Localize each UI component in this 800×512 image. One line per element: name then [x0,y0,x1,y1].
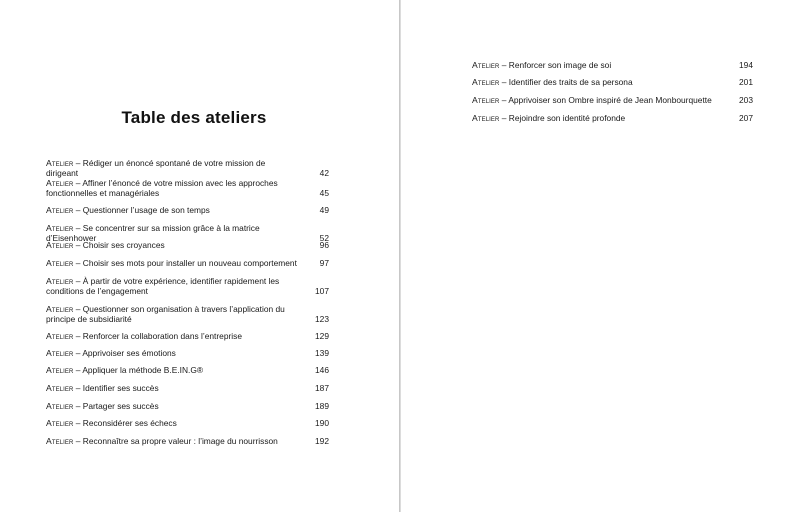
entry-label: Atelier [46,240,74,250]
toc-entry: Atelier – Questionner l’usage de son temps 49 [46,205,329,215]
entry-label: Atelier [46,401,74,411]
entry-label: Atelier [46,304,74,314]
entry-label: Atelier [46,258,74,268]
entry-page: 187 [315,383,329,393]
entry-title: Partager ses succès [82,401,159,411]
entry-title: Choisir ses mots pour installer un nouveau comportement [82,258,297,268]
entry-page: 97 [319,258,329,268]
entry-title: À partir de votre expérience, identifier rapidement les conditions de l’engagement [46,276,280,296]
entry-title: Apprivoiser ses émotions [82,348,176,358]
entry-label: Atelier [46,331,74,341]
toc-entry: Atelier – À partir de votre expérience, identifier rapidement les conditions de l’engagement 107 [46,276,329,296]
entry-page: 123 [315,313,329,324]
entry-label: Atelier [46,348,74,358]
entry-title: Identifier ses succès [82,383,159,393]
toc-entry: Atelier – Affiner l’énoncé de votre mission avec les approches fonctionnelles et managériales 45 [46,178,329,198]
entry-page: 96 [319,240,329,250]
entry-title: Apprivoiser son Ombre inspiré de Jean Monbourquette [508,95,712,105]
entry-page: 129 [315,331,329,341]
toc-entry: Atelier – Renforcer la collaboration dans l’entreprise 129 [46,331,329,341]
entry-title: Se concentrer sur sa mission grâce à la matrice d’Eisenhower [46,223,260,243]
toc-entry: Atelier – Reconnaître sa propre valeur : l’image du nourrisson 192 [46,436,329,446]
toc-entry: Atelier – Rédiger un énoncé spontané de votre mission de dirigeant 42 [46,158,329,178]
entry-label: Atelier [46,418,74,428]
toc-entry: Atelier – Choisir ses croyances 96 [46,240,329,250]
entry-page: 52 [319,232,329,243]
entry-label: Atelier [46,365,74,375]
entry-page: 194 [739,60,753,70]
entry-title: Choisir ses croyances [82,240,165,250]
toc-entry: Atelier – Renforcer son image de soi 194 [472,60,753,70]
entry-title: Identifier des traits de sa persona [508,77,633,87]
toc-entry: Atelier – Identifier des traits de sa persona 201 [472,77,753,87]
page-title: Table des ateliers [121,108,267,127]
entry-page: 139 [315,348,329,358]
entry-title: Questionner l’usage de son temps [82,205,210,215]
entry-label: Atelier [46,178,74,188]
entry-title: Questionner son organisation à travers l’application du principe de subsidiarité [46,304,285,324]
entry-title: Renforcer son image de soi [508,60,612,70]
entry-label: Atelier [46,158,74,168]
entry-page: 45 [319,187,329,198]
entry-page: 201 [739,77,753,87]
toc-entry: Atelier – Choisir ses mots pour installer un nouveau comportement 97 [46,258,329,268]
entry-page: 190 [315,418,329,428]
entry-title: Appliquer la méthode B.E.IN.G® [82,365,204,375]
entry-page: 192 [315,436,329,446]
toc-entry: Atelier – Appliquer la méthode B.E.IN.G® 146 [46,365,329,375]
entry-title: Renforcer la collaboration dans l’entreprise [82,331,242,341]
entry-page: 189 [315,401,329,411]
entry-label: Atelier [46,223,74,233]
toc-entry: Atelier – Se concentrer sur sa mission grâce à la matrice d’Eisenhower 52 [46,223,329,243]
toc-entry: Atelier – Questionner son organisation à travers l’application du principe de subsidiarité 123 [46,304,329,324]
toc-entry: Atelier – Partager ses succès 189 [46,401,329,411]
entry-label: Atelier [472,95,500,105]
entry-page: 203 [739,95,753,105]
toc-entry: Atelier – Identifier ses succès 187 [46,383,329,393]
entry-label: Atelier [472,77,500,87]
entry-page: 146 [315,365,329,375]
toc-entry: Atelier – Apprivoiser ses émotions 139 [46,348,329,358]
entry-title: Rejoindre son identité profonde [508,113,626,123]
entry-label: Atelier [46,383,74,393]
entry-label: Atelier [46,276,74,286]
toc-entry: Atelier – Reconsidérer ses échecs 190 [46,418,329,428]
entry-page: 107 [315,285,329,296]
entry-title: Affiner l’énoncé de votre mission avec les approches fonctionnelles et managériales [46,178,278,198]
entry-label: Atelier [46,436,74,446]
entry-title: Reconsidérer ses échecs [82,418,177,428]
toc-entry: Atelier – Apprivoiser son Ombre inspiré de Jean Monbourquette 203 [472,95,753,105]
toc-entry: Atelier – Rejoindre son identité profonde 207 [472,113,753,123]
entry-title: Reconnaître sa propre valeur : l’image du nourrisson [82,436,278,446]
entry-label: Atelier [46,205,74,215]
entry-page: 49 [319,205,329,215]
entry-title: Rédiger un énoncé spontané de votre mission de dirigeant [46,158,266,178]
entry-label: Atelier [472,113,500,123]
entry-label: Atelier [472,60,500,70]
right-page [401,0,800,512]
entry-page: 42 [319,167,329,178]
entry-page: 207 [739,113,753,123]
